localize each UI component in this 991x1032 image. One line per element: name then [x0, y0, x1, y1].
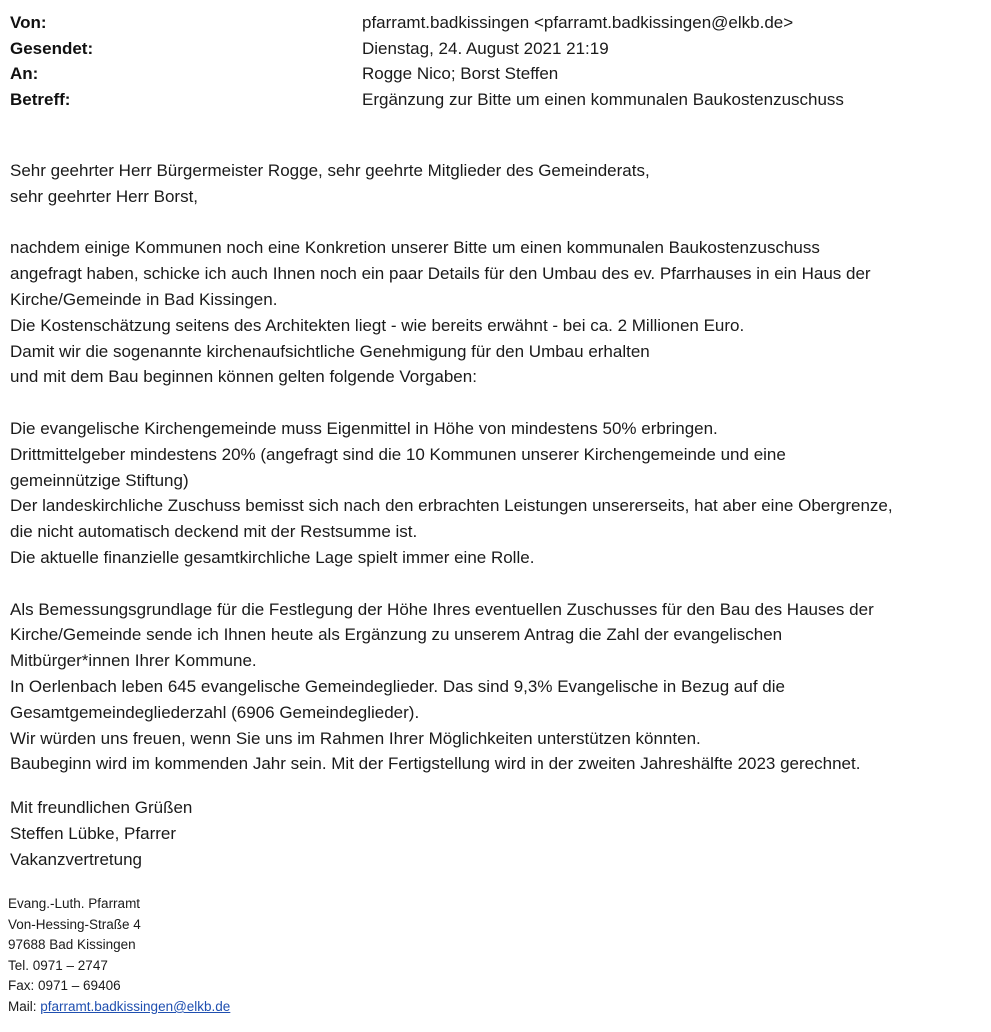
footer-org: Evang.-Luth. Pfarramt — [8, 896, 141, 911]
contact-footer — [8, 894, 230, 1018]
mail-link[interactable]: pfarramt.badkissingen@elkb.de — [40, 998, 231, 1014]
to-row — [10, 61, 970, 87]
signer-role: Vakanzvertretung — [10, 849, 142, 869]
body-line: und mit dem Bau beginnen können gelten folgende Vorgaben: — [10, 367, 477, 387]
body-line: Als Bemessungsgrundlage für die Festlegung der Höhe Ihres eventuellen Zuschusses für den Bau des Hauses der — [10, 599, 874, 619]
subject-label: Betreff: — [10, 89, 71, 109]
paragraph-gap — [10, 210, 985, 236]
body-line: Die evangelische Kirchengemeinde muss Eigenmittel in Höhe von mindestens 50% erbringen. — [10, 418, 718, 438]
body-line: gemeinnützige Stiftung) — [10, 470, 189, 490]
body-line: Gesamtgemeindegliederzahl (6906 Gemeindeglieder). — [10, 702, 420, 722]
body-line: Mitbürger*innen Ihrer Kommune. — [10, 651, 257, 671]
body-line: In Oerlenbach leben 645 evangelische Gemeindeglieder. Das sind 9,3% Evangelische in Bezug auf die — [10, 676, 785, 696]
signer-name: Steffen Lübke, Pfarrer — [10, 823, 177, 843]
to-label: An: — [10, 64, 39, 83]
body-line: die nicht automatisch deckend mit der Restsumme ist. — [10, 522, 418, 542]
footer-mail-label: Mail: — [8, 998, 41, 1014]
body-line: Wir würden uns freuen, wenn Sie uns im Rahmen Ihrer Möglichkeiten unterstützen könnten. — [10, 728, 701, 748]
body-line: Damit wir die sogenannte kirchenaufsichtliche Genehmigung für den Umbau erhalten — [10, 341, 650, 361]
footer-street: Von-Hessing-Straße 4 — [8, 916, 141, 932]
footer-city: 97688 Bad Kissingen — [8, 937, 136, 953]
body-line: Kirche/Gemeinde in Bad Kissingen. — [10, 289, 278, 309]
footer-tel: Tel. 0971 – 2747 — [8, 957, 108, 973]
from-label: Von: — [10, 13, 47, 32]
body-line: Der landeskirchliche Zuschuss bemisst sich nach den erbrachten Leistungen unsererseits, hat aber eine Obergrenze, — [10, 496, 893, 516]
greeting-line: sehr geehrter Herr Borst, — [10, 186, 199, 206]
footer-fax: Fax: 0971 – 69406 — [8, 978, 121, 994]
to-value: Rogge Nico; Borst Steffen — [362, 64, 559, 83]
subject-value: Ergänzung zur Bitte um einen kommunalen Baukostenzuschuss — [362, 89, 844, 109]
signature — [10, 795, 192, 872]
closing-text: Mit freundlichen Grüßen — [10, 798, 193, 817]
paragraph-gap — [10, 390, 985, 416]
greeting-line: Sehr geehrter Herr Bürgermeister Rogge, sehr geehrte Mitglieder des Gemeinderats, — [10, 161, 650, 180]
subject-row — [10, 87, 970, 113]
body-line: Die Kostenschätzung seitens des Architekten liegt - wie bereits erwähnt - bei ca. 2 Millionen Euro. — [10, 315, 745, 335]
paragraph-gap — [10, 571, 985, 597]
body-line: angefragt haben, schicke ich auch Ihnen noch ein paar Details für den Umbau des ev. Pfarrhauses in ein Haus der — [10, 264, 871, 284]
sent-label: Gesendet: — [10, 38, 94, 58]
sent-row — [10, 36, 970, 62]
from-row — [10, 10, 970, 36]
body-line: nachdem einige Kommunen noch eine Konkretion unserer Bitte um einen kommunalen Baukostenzuschuss — [10, 238, 820, 258]
body-line: Drittmittelgeber mindestens 20% (angefragt sind die 10 Kommunen unserer Kirchengemeinde und eine — [10, 444, 786, 464]
email-header — [10, 10, 970, 112]
body-line: Baubeginn wird im kommenden Jahr sein. Mit der Fertigstellung wird in der zweiten Jahreshälfte 2023 gerechnet. — [10, 754, 861, 774]
body-line: Kirche/Gemeinde sende ich Ihnen heute als Ergänzung zu unserem Antrag die Zahl der evangelischen — [10, 625, 783, 645]
footer-mail-row — [8, 997, 230, 1018]
email-body — [10, 158, 985, 777]
from-value: pfarramt.badkissingen <pfarramt.badkissingen@elkb.de> — [362, 13, 794, 32]
sent-value: Dienstag, 24. August 2021 21:19 — [362, 38, 609, 58]
body-line: Die aktuelle finanzielle gesamtkirchliche Lage spielt immer eine Rolle. — [10, 547, 535, 567]
